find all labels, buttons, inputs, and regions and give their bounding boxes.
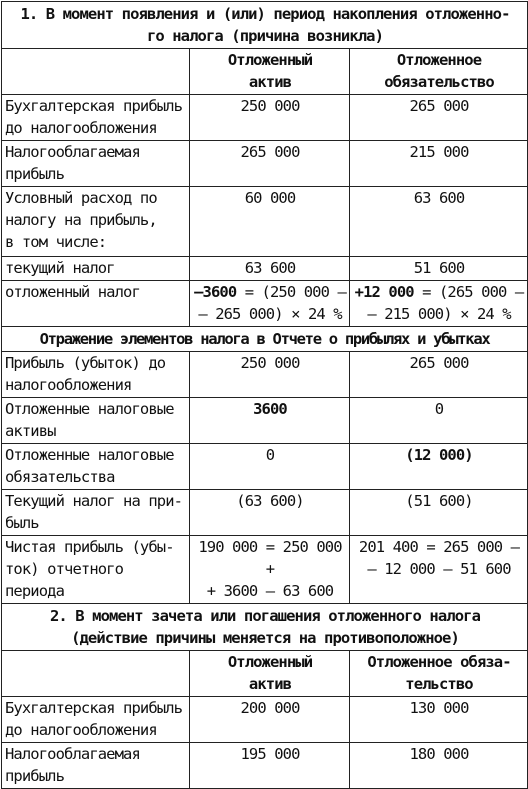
liability-value: 63 600 <box>350 187 528 257</box>
asset-value: 250 000 <box>190 95 350 141</box>
table-row <box>2 187 528 257</box>
asset-value: 60 000 <box>190 187 350 257</box>
row-label: отложенный налог <box>2 281 190 327</box>
row-label: Текущий налог на при- быль <box>2 490 190 536</box>
section-report-title: Отражение элементов налога в Отчете о прибылях и убытках <box>2 327 528 352</box>
asset-formula <box>190 281 350 327</box>
liability-deferred-tax-value: +12 000 <box>354 283 414 301</box>
table-row <box>2 95 528 141</box>
table-row <box>2 697 528 743</box>
header-empty <box>2 651 190 697</box>
header-empty <box>2 49 190 95</box>
row-label: Условный расход по налогу на прибыль, в том числе: <box>2 187 190 257</box>
liability-formula <box>350 281 528 327</box>
row-label: Отложенные налоговые обязательства <box>2 444 190 490</box>
header-deferred-asset: Отложенный актив <box>190 651 350 697</box>
liability-formula-text: = (265 000 – – 215 000) × 24 % <box>367 283 524 323</box>
asset-value: 190 000 = 250 000 + + 3600 – 63 600 <box>190 536 350 604</box>
tax-table <box>1 1 528 789</box>
asset-deferred-tax-value: –3600 <box>194 283 237 301</box>
section-1-title: 1. В момент появления и (или) период накопления отложенно- го налога (причина возникла) <box>2 2 528 49</box>
table-row <box>2 281 528 327</box>
row-label: Прибыль (убыток) до налогообложения <box>2 352 190 398</box>
table-row <box>2 257 528 281</box>
section-2-header-row <box>2 651 528 697</box>
section-2-title-row <box>2 604 528 651</box>
liability-value: 201 400 = 265 000 – – 12 000 – 51 600 <box>350 536 528 604</box>
asset-value: 250 000 <box>190 352 350 398</box>
asset-value: 200 000 <box>190 697 350 743</box>
asset-value: 63 600 <box>190 257 350 281</box>
row-label: Налогооблагаемая прибыль <box>2 743 190 789</box>
liability-value: 215 000 <box>350 141 528 187</box>
section-2-title: 2. В момент зачета или погашения отложенного налога (действие причины меняется на противоположное) <box>2 604 528 651</box>
liability-value: 0 <box>350 398 528 444</box>
liability-value: (12 000) <box>350 444 528 490</box>
liability-value: 180 000 <box>350 743 528 789</box>
table-row <box>2 398 528 444</box>
header-deferred-liability: Отложенное обяза- тельство <box>350 651 528 697</box>
table-row <box>2 444 528 490</box>
liability-value: 265 000 <box>350 352 528 398</box>
liability-value: 130 000 <box>350 697 528 743</box>
section-1-header-row <box>2 49 528 95</box>
section-report-title-row <box>2 327 528 352</box>
liability-value: 265 000 <box>350 95 528 141</box>
asset-formula-text: = (250 000 – – 265 000) × 24 % <box>198 283 346 323</box>
asset-value: (63 600) <box>190 490 350 536</box>
row-label: Отложенные налоговые активы <box>2 398 190 444</box>
liability-value: (51 600) <box>350 490 528 536</box>
asset-value: 0 <box>190 444 350 490</box>
header-deferred-liability: Отложенное обязательство <box>350 49 528 95</box>
asset-value: 195 000 <box>190 743 350 789</box>
row-label: Бухгалтерская прибыль до налогообложения <box>2 697 190 743</box>
header-deferred-asset: Отложенный актив <box>190 49 350 95</box>
table-row <box>2 490 528 536</box>
liability-value: 51 600 <box>350 257 528 281</box>
asset-value: 3600 <box>190 398 350 444</box>
row-label: текущий налог <box>2 257 190 281</box>
section-1-title-row <box>2 2 528 49</box>
row-label: Налогооблагаемая прибыль <box>2 141 190 187</box>
row-label: Бухгалтерская прибыль до налогообложения <box>2 95 190 141</box>
table-row <box>2 141 528 187</box>
table-row <box>2 352 528 398</box>
asset-value: 265 000 <box>190 141 350 187</box>
table-row <box>2 743 528 789</box>
row-label: Чистая прибыль (убы- ток) отчетного периода <box>2 536 190 604</box>
table-row <box>2 536 528 604</box>
